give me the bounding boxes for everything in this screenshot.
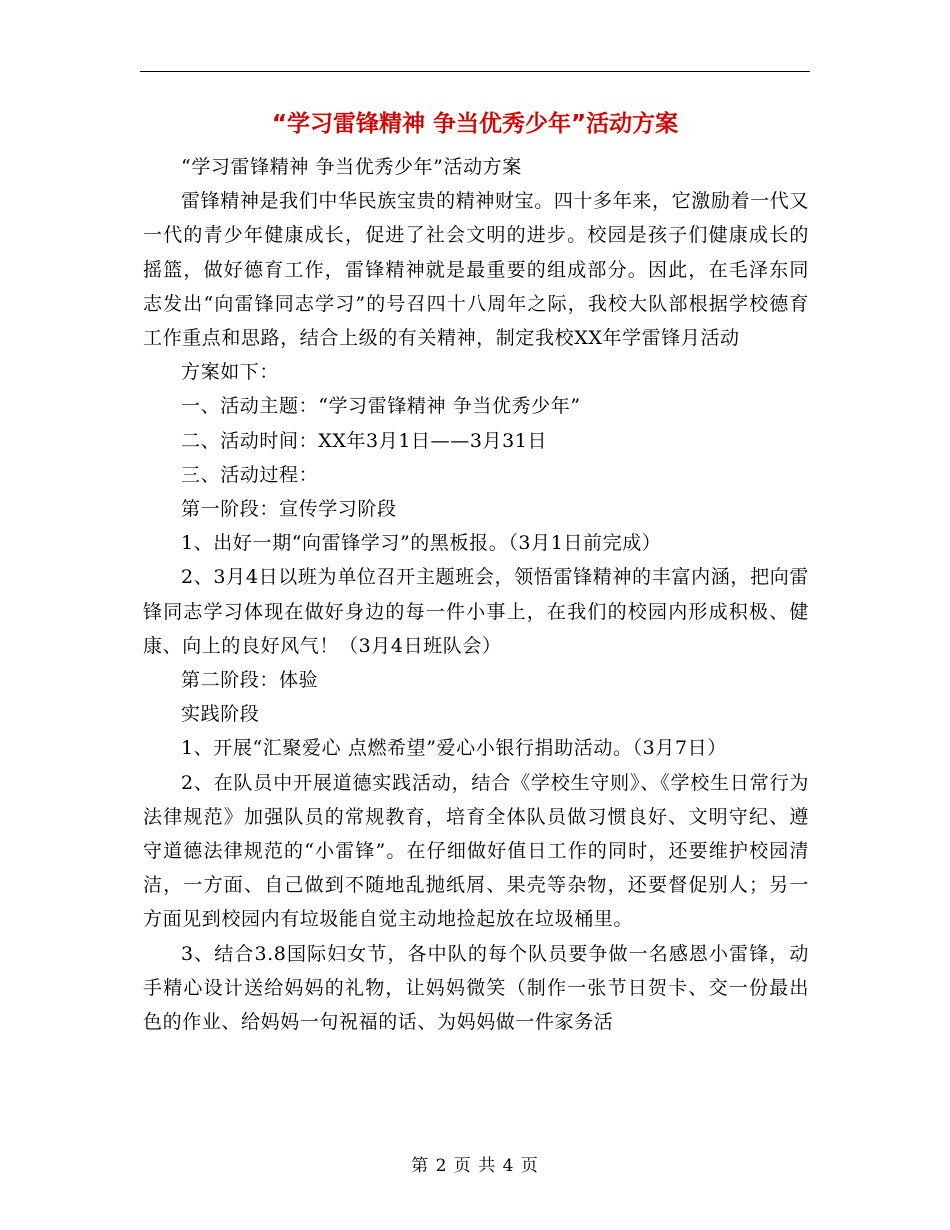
footer-total-label: 共 bbox=[478, 1156, 497, 1176]
footer-suffix: 页 bbox=[520, 1156, 539, 1176]
paragraph-stage-two: 第二阶段：体验 bbox=[181, 669, 319, 692]
paragraph-subtitle: “学习雷锋精神 争当优秀少年”活动方案 bbox=[181, 156, 522, 178]
page-footer bbox=[0, 1155, 950, 1177]
paragraph-intro: 雷锋精神是我们中华民族宝贵的精神财宝。四十多年来，它激励着一代又一代的青少年健康成长，促进了社会文明的进步。校园是孩子们健康成长的摇篮，做好德育工作，雷锋精神就是最重要的组成部分。因此，在毛泽东同志发出“向雷锋同志学习”的号召四十八周年之际，我校大队部根据学校德育工作重点和思路，结合上级的有关精神，制定我校XX年学雷锋月活动 bbox=[143, 190, 809, 350]
paragraph-item-moral-practice: 2、在队员中开展道德实践活动，结合《学校生守则》、《学校生日常行为法律规范》加强队员的常规教育，培育全体队员做习惯良好、文明守纪、遵守道德法律规范的“小雷锋”。在仔细做好值日工作的同时，还要维护校园清洁，一方面、自己做到不随地乱抛纸屑、果壳等杂物，还要督促别人；另一方面见到校园内有垃圾能自觉主动地捡起放在垃圾桶里。 bbox=[143, 771, 809, 931]
footer-page-number: 2 bbox=[435, 1156, 448, 1176]
paragraph-item-blackboard: 1、出好一期“向雷锋学习”的黑板报。（3月1日前完成） bbox=[181, 532, 662, 555]
paragraph-plan-heading: 方案如下： bbox=[181, 361, 280, 384]
paragraph-item-donation: 1、开展“汇聚爱心 点燃希望”爱心小银行捐助活动。（3月7日） bbox=[181, 737, 727, 760]
paragraph-theme: 一、活动主题：“学习雷锋精神 争当优秀少年” bbox=[181, 395, 581, 418]
paragraph-stage-one: 第一阶段：宣传学习阶段 bbox=[181, 498, 397, 521]
paragraph-item-class-meeting: 2、3月4日以班为单位召开主题班会，领悟雷锋精神的丰富内涵，把向雷锋同志学习体现在做好身边的每一件小事上，在我们的校园内形成积极、健康、向上的良好风气！（3月4日班队会） bbox=[143, 566, 809, 657]
paragraph-practice-stage: 实践阶段 bbox=[181, 703, 260, 726]
paragraph-process: 三、活动过程： bbox=[181, 463, 319, 486]
paragraph-time: 二、活动时间：XX年3月1日——3月31日 bbox=[181, 429, 548, 452]
footer-page-label: 页 bbox=[453, 1156, 472, 1176]
header-rule bbox=[140, 71, 810, 72]
paragraph-item-womens-day: 3、结合3.8国际妇女节，各中队的每个队员要争做一名感恩小雷锋，动手精心设计送给妈妈的礼物，让妈妈微笑（制作一张节日贺卡、交一份最出色的作业、给妈妈一句祝福的话、为妈妈做一件家务活 bbox=[143, 942, 809, 1034]
footer-total-pages: 4 bbox=[502, 1156, 515, 1176]
footer-prefix: 第 bbox=[411, 1156, 430, 1176]
document-body bbox=[143, 150, 809, 1039]
document-title: “学习雷锋精神 争当优秀少年”活动方案 bbox=[271, 111, 679, 137]
